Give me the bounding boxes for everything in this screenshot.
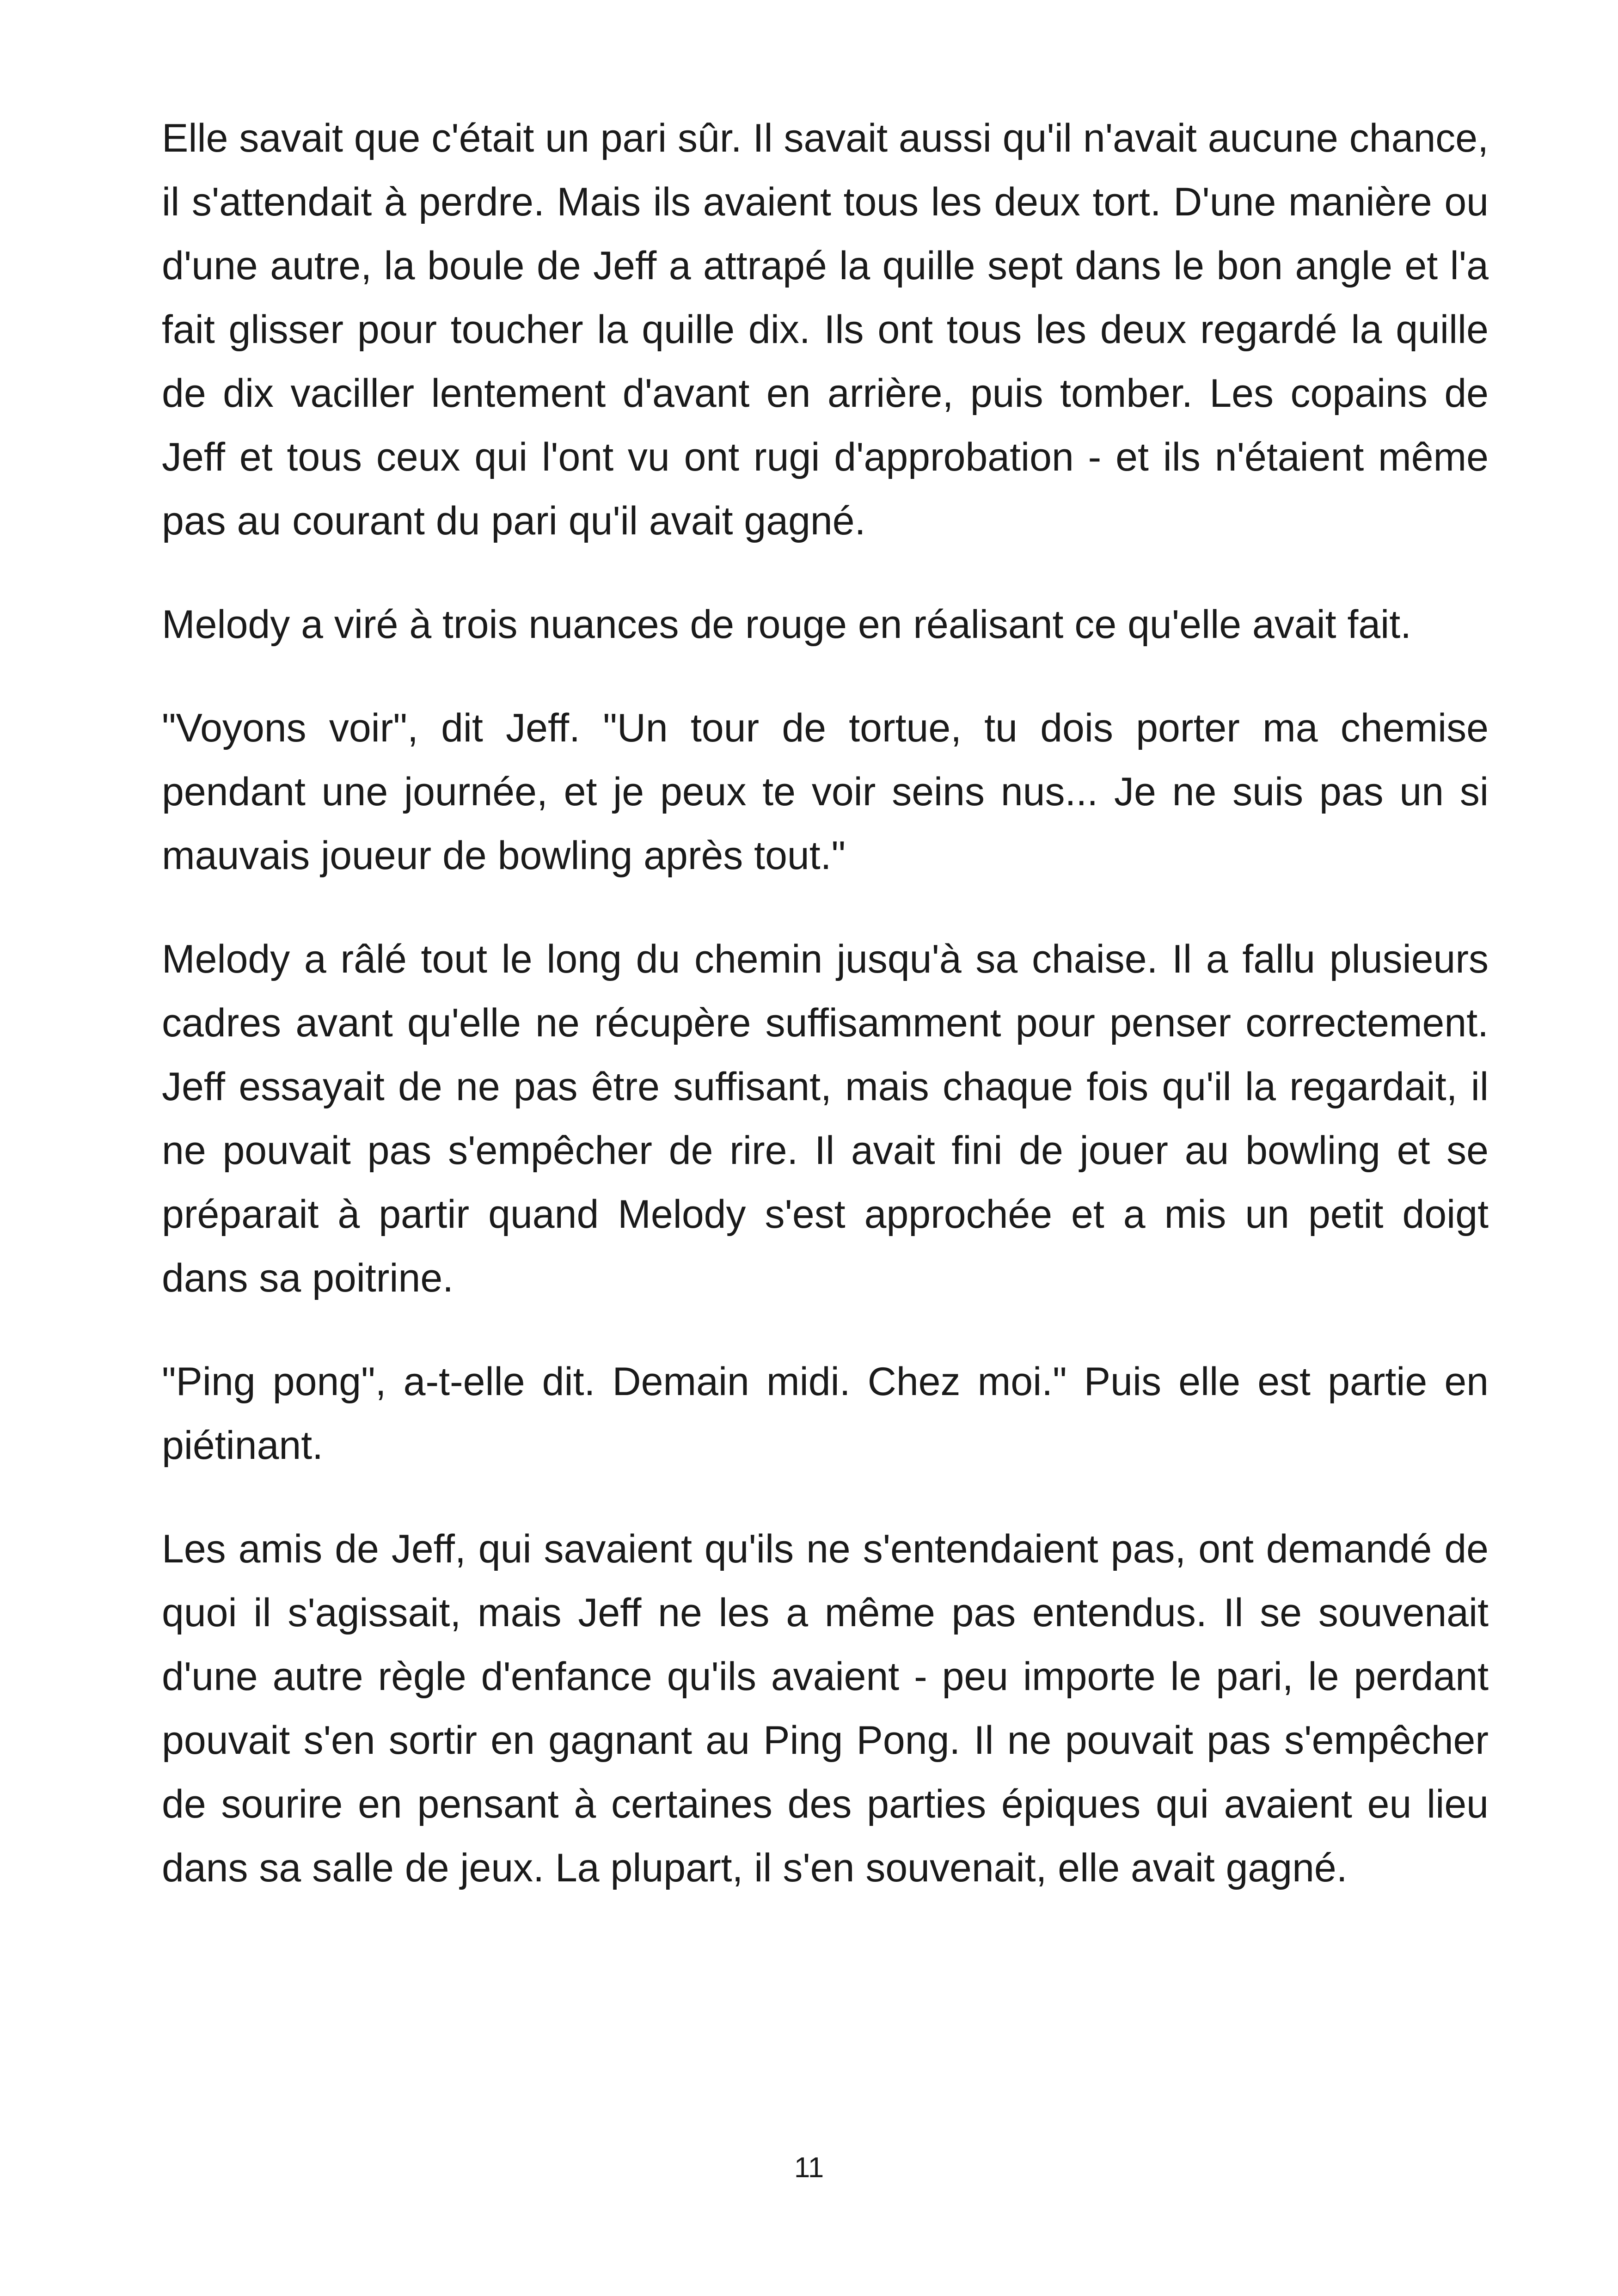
paragraph-1: Elle savait que c'était un pari sûr. Il savait aussi qu'il n'avait aucune chance, il s'attendait à perdre. Mais ils avaient tous les deux tort. D'une manière ou d'une autre, la boule de Jeff a attrapé la quille sept dans le bon angle et l'a fait glisser pour toucher la quille dix. Ils ont tous les deux regardé la quille de dix vaciller lentement d'avant en arrière, puis tomber. Les copains de Jeff et tous ceux qui l'ont vu ont rugi d'approbation - et ils n'étaient même pas au courant du pari qu'il avait gagné. xyxy=(162,116,1489,543)
paragraph-3: "Voyons voir", dit Jeff. "Un tour de tortue, tu dois porter ma chemise pendant une journée, et je peux te voir seins nus... Je ne suis pas un si mauvais joueur de bowling après tout." xyxy=(162,706,1489,878)
page-number: 11 xyxy=(794,2152,824,2184)
paragraph-6: Les amis de Jeff, qui savaient qu'ils ne s'entendaient pas, ont demandé de quoi il s'agissait, mais Jeff ne les a même pas entendus. Il se souvenait d'une autre règle d'enfance qu'ils avaient - peu importe le pari, le perdant pouvait s'en sortir en gagnant au Ping Pong. Il ne pouvait pas s'empêcher de sourire en pensant à certaines des parties épiques qui avaient eu lieu dans sa salle de jeux. La plupart, il s'en souvenait, elle avait gagné. xyxy=(162,1527,1489,1890)
body-text xyxy=(162,106,1489,1900)
paragraph-2: Melody a viré à trois nuances de rouge en réalisant ce qu'elle avait fait. xyxy=(162,602,1412,647)
paragraph-5: "Ping pong", a-t-elle dit. Demain midi. Chez moi." Puis elle est partie en piétinant. xyxy=(162,1359,1489,1468)
paragraph-4: Melody a râlé tout le long du chemin jusqu'à sa chaise. Il a fallu plusieurs cadres avant qu'elle ne récupère suffisamment pour penser correctement. Jeff essayait de ne pas être suffisant, mais chaque fois qu'il la regardait, il ne pouvait pas s'empêcher de rire. Il avait fini de jouer au bowling et se préparait à partir quand Melody s'est approchée et a mis un petit doigt dans sa poitrine. xyxy=(162,937,1489,1300)
